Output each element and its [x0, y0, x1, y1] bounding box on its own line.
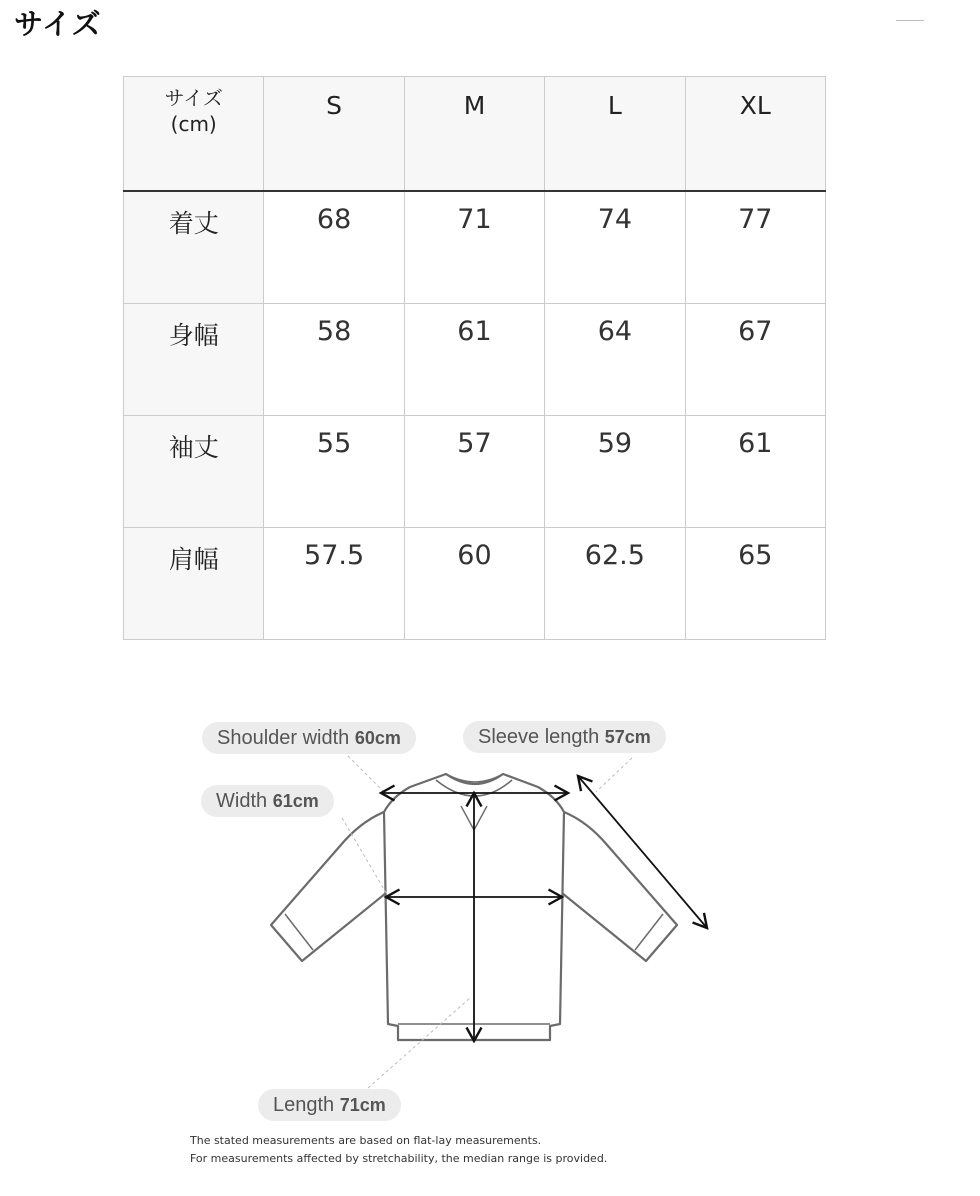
- section-title: サイズ: [14, 7, 102, 41]
- sleeve-arrow: [578, 776, 707, 928]
- row-label-length: 着丈: [124, 191, 264, 304]
- length-text: Length: [273, 1094, 335, 1116]
- width-label: [201, 785, 334, 817]
- size-header-l: L: [545, 77, 685, 192]
- width-value: 61cm: [272, 791, 319, 811]
- length-value: 71cm: [339, 1095, 386, 1115]
- measurement-note-2: For measurements affected by stretchability, the median range is provided.: [190, 1152, 608, 1165]
- table-cell: 57.5: [264, 528, 404, 640]
- table-cell: 57: [404, 416, 544, 528]
- shoulder-width-value: 60cm: [354, 728, 401, 748]
- table-cell: 65: [685, 528, 825, 640]
- corner-label: サイズ: [164, 86, 223, 110]
- sleeve-length-value: 57cm: [604, 727, 651, 747]
- table-cell: 55: [264, 416, 404, 528]
- table-row: [124, 416, 826, 528]
- shoulder-width-label: [202, 722, 416, 754]
- table-cell: 67: [685, 304, 825, 416]
- table-cell: 64: [545, 304, 685, 416]
- size-header-s: S: [264, 77, 404, 192]
- sleeve-length-text: Sleeve length: [478, 726, 600, 748]
- table-cell: 59: [545, 416, 685, 528]
- table-cell: 74: [545, 191, 685, 304]
- row-label-width: 身幅: [124, 304, 264, 416]
- sleeve-length-label: [463, 721, 666, 753]
- table-cell: 77: [685, 191, 825, 304]
- table-cell: 61: [685, 416, 825, 528]
- sweatshirt-outline: [271, 774, 677, 1040]
- minus-icon[interactable]: [896, 20, 924, 21]
- shoulder-width-text: Shoulder width: [217, 727, 350, 749]
- corner-unit: (cm): [170, 112, 217, 136]
- size-table: [123, 76, 826, 640]
- size-header-m: M: [404, 77, 544, 192]
- table-row: [124, 528, 826, 640]
- table-cell: 71: [404, 191, 544, 304]
- width-text: Width: [216, 790, 268, 812]
- table-row: [124, 191, 826, 304]
- table-cell: 61: [404, 304, 544, 416]
- measurement-note-1: The stated measurements are based on flat-lay measurements.: [190, 1134, 542, 1147]
- table-cell: 60: [404, 528, 544, 640]
- table-cell: 68: [264, 191, 404, 304]
- row-label-shoulder: 肩幅: [124, 528, 264, 640]
- table-row: [124, 304, 826, 416]
- table-cell: 58: [264, 304, 404, 416]
- table-header-row: [124, 77, 826, 192]
- length-label: [258, 1089, 401, 1121]
- size-header-xl: XL: [685, 77, 825, 192]
- table-corner-header: [124, 77, 264, 192]
- row-label-sleeve: 袖丈: [124, 416, 264, 528]
- table-cell: 62.5: [545, 528, 685, 640]
